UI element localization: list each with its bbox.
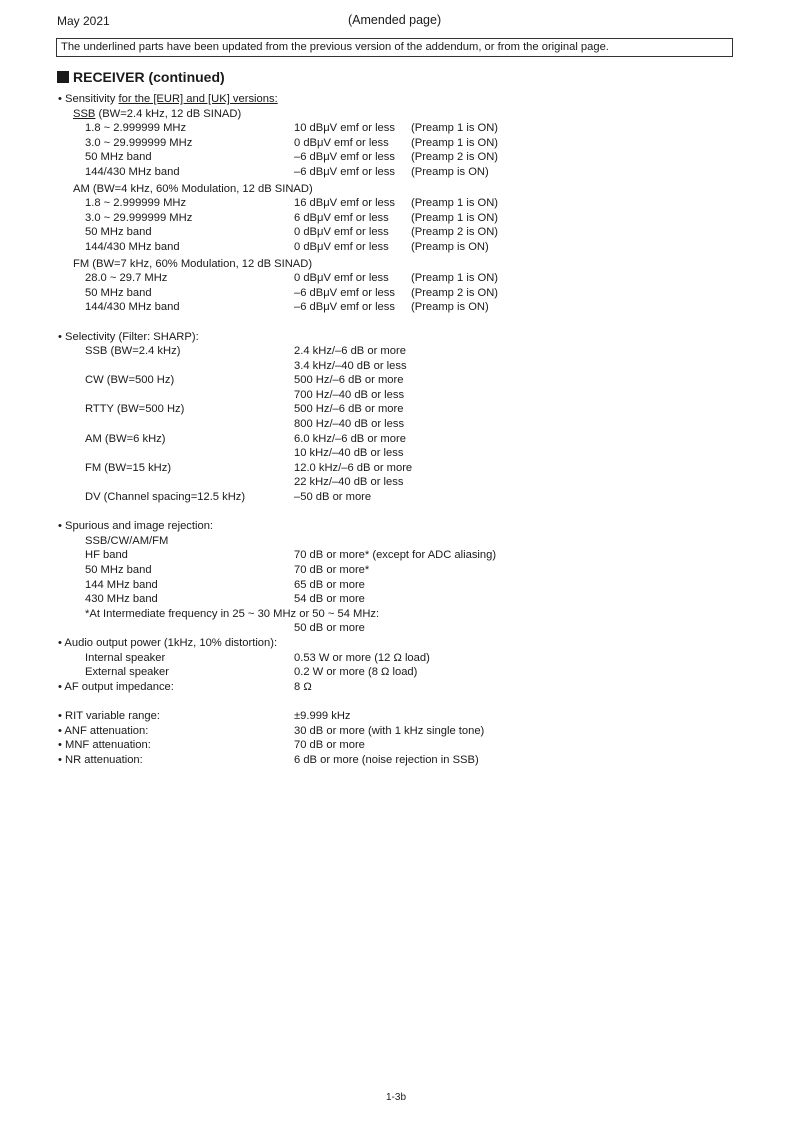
spec-row [58,196,758,211]
spec-row [58,344,758,359]
range: 50 MHz band [85,226,152,239]
update-notice-box: The underlined parts have been updated from the previous version of the addendum, or from the original page. [56,38,733,57]
value: 12.0 kHz/–6 dB or more [294,461,413,474]
label: • ANF attenuation: [58,724,149,737]
ssb-heading-rest: (BW=2.4 kHz, 12 dB SINAD) [95,107,242,120]
value: 8 Ω [294,680,312,693]
spec-row [58,211,758,226]
value: ±9.999 kHz [294,709,351,722]
spec-row [58,300,758,315]
value: 10 kHz/–40 dB or less [294,447,404,460]
ssb-underlined: SSB [73,107,96,120]
preamp: (Preamp 1 is ON) [411,272,499,285]
spec-row [58,373,758,388]
value: 65 dB or more [294,578,365,591]
preamp: (Preamp is ON) [411,165,489,178]
spurious-label: • Spurious and image rejection: [58,520,214,533]
fm-heading: FM (BW=7 kHz, 60% Modulation, 12 dB SINAD) [73,257,313,270]
preamp: (Preamp 1 is ON) [411,211,499,224]
spec-row [58,417,758,432]
spec-row [58,121,758,136]
spec-row [58,165,758,180]
spurious-modes: SSB/CW/AM/FM [85,534,169,547]
section-title [57,70,225,85]
amended-page-label: (Amended page) [348,13,442,27]
mode: DV (Channel spacing=12.5 kHz) [85,491,246,504]
spec-row [58,665,758,680]
spec-row [58,490,758,505]
range: 144/430 MHz band [85,301,180,314]
spec-row [58,402,758,417]
range: 3.0 ~ 29.999999 MHz [85,211,193,224]
value: 700 Hz/–40 dB or less [294,388,405,401]
value: 6.0 kHz/–6 dB or more [294,432,406,445]
anf-row [58,724,758,739]
audio-label: • Audio output power (1kHz, 10% distortion): [58,636,278,649]
label: • NR attenuation: [58,753,143,766]
label: • RIT variable range: [58,709,160,722]
range: 3.0 ~ 29.999999 MHz [85,136,193,149]
sensitivity-label [58,92,758,107]
value: 70 dB or more* (except for ADC aliasing) [294,549,497,562]
value: –6 dBμV emf or less [294,301,395,314]
preamp: (Preamp 2 is ON) [411,226,499,239]
nr-row [58,753,758,768]
range: 50 MHz band [85,286,152,299]
value: 500 Hz/–6 dB or more [294,403,404,416]
value: 54 dB or more [294,593,365,606]
spec-row [58,286,758,301]
spec-row [58,432,758,447]
preamp: (Preamp 1 is ON) [411,197,499,210]
date-label: May 2021 [57,14,110,28]
value: 0 dBμV emf or less [294,226,389,239]
spurious-note: *At Intermediate frequency in 25 ~ 30 MHz or 50 ~ 54 MHz: [85,607,380,620]
label: • AF output impedance: [58,680,174,693]
am-heading: AM (BW=4 kHz, 60% Modulation, 12 dB SINAD) [73,182,313,195]
sensitivity-underlined: for the [EUR] and [UK] versions: [118,93,278,105]
mode: SSB (BW=2.4 kHz) [85,345,181,358]
value: 0.53 W or more (12 Ω load) [294,651,430,664]
black-square-icon [57,71,69,83]
range: 1.8 ~ 2.999999 MHz [85,197,187,210]
spec-content [58,92,758,767]
section-title-text: RECEIVER (continued) [73,69,225,85]
spec-row [58,271,758,286]
band: 50 MHz band [85,564,152,576]
value: 6 dBμV emf or less [294,211,389,224]
value: –6 dBμV emf or less [294,165,395,178]
range: 28.0 ~ 29.7 MHz [85,272,168,285]
ssb-heading [58,107,758,122]
band: 430 MHz band [85,593,158,606]
speaker: Internal speaker [85,651,166,664]
preamp: (Preamp is ON) [411,240,489,253]
spec-row [58,388,758,403]
mode: RTTY (BW=500 Hz) [85,403,185,416]
preamp: (Preamp 2 is ON) [411,151,499,164]
spec-row [58,136,758,151]
spec-row [58,563,758,578]
spec-row [58,461,758,476]
spec-row [58,359,758,374]
range: 144/430 MHz band [85,165,180,178]
value: 0 dBμV emf or less [294,272,389,285]
spec-row [58,240,758,255]
value: –6 dBμV emf or less [294,151,395,164]
range: 50 MHz band [85,151,152,164]
value: 70 dB or more [294,739,365,752]
spec-row [58,225,758,240]
spurious-note-value: 50 dB or more [294,622,365,635]
preamp: (Preamp is ON) [411,301,489,314]
value: 800 Hz/–40 dB or less [294,418,405,431]
value: 3.4 kHz/–40 dB or less [294,359,407,372]
mode: CW (BW=500 Hz) [85,374,175,387]
spec-row [58,578,758,593]
value: –50 dB or more [294,491,372,504]
sensitivity-prefix: • Sensitivity [58,93,119,105]
af-impedance-row [58,680,758,695]
value: 70 dB or more* [294,564,370,576]
mode: FM (BW=15 kHz) [85,461,172,474]
speaker: External speaker [85,666,169,679]
rit-row [58,709,758,724]
value: 22 kHz/–40 dB or less [294,476,404,489]
preamp: (Preamp 1 is ON) [411,122,499,135]
value: 2.4 kHz/–6 dB or more [294,345,406,358]
preamp: (Preamp 1 is ON) [411,136,499,149]
value: 10 dBμV emf or less [294,122,395,135]
band: HF band [85,549,128,562]
preamp: (Preamp 2 is ON) [411,286,499,299]
selectivity-label: • Selectivity (Filter: SHARP): [58,330,199,343]
value: 500 Hz/–6 dB or more [294,374,404,387]
spec-row [58,651,758,666]
value: 0 dBμV emf or less [294,136,389,149]
spec-row [58,475,758,490]
spec-row [58,548,758,563]
value: 0 dBμV emf or less [294,240,389,253]
spec-row [58,446,758,461]
value: 16 dBμV emf or less [294,197,395,210]
range: 1.8 ~ 2.999999 MHz [85,122,187,135]
band: 144 MHz band [85,578,158,591]
spec-row [58,150,758,165]
value: 30 dB or more (with 1 kHz single tone) [294,724,485,737]
value: –6 dBμV emf or less [294,286,395,299]
label: • MNF attenuation: [58,739,151,752]
range: 144/430 MHz band [85,240,180,253]
value: 0.2 W or more (8 Ω load) [294,666,418,679]
page-number: 1-3b [386,1092,407,1103]
mode: AM (BW=6 kHz) [85,432,166,445]
mnf-row [58,738,758,753]
spec-row [58,592,758,607]
value: 6 dB or more (noise rejection in SSB) [294,753,479,766]
